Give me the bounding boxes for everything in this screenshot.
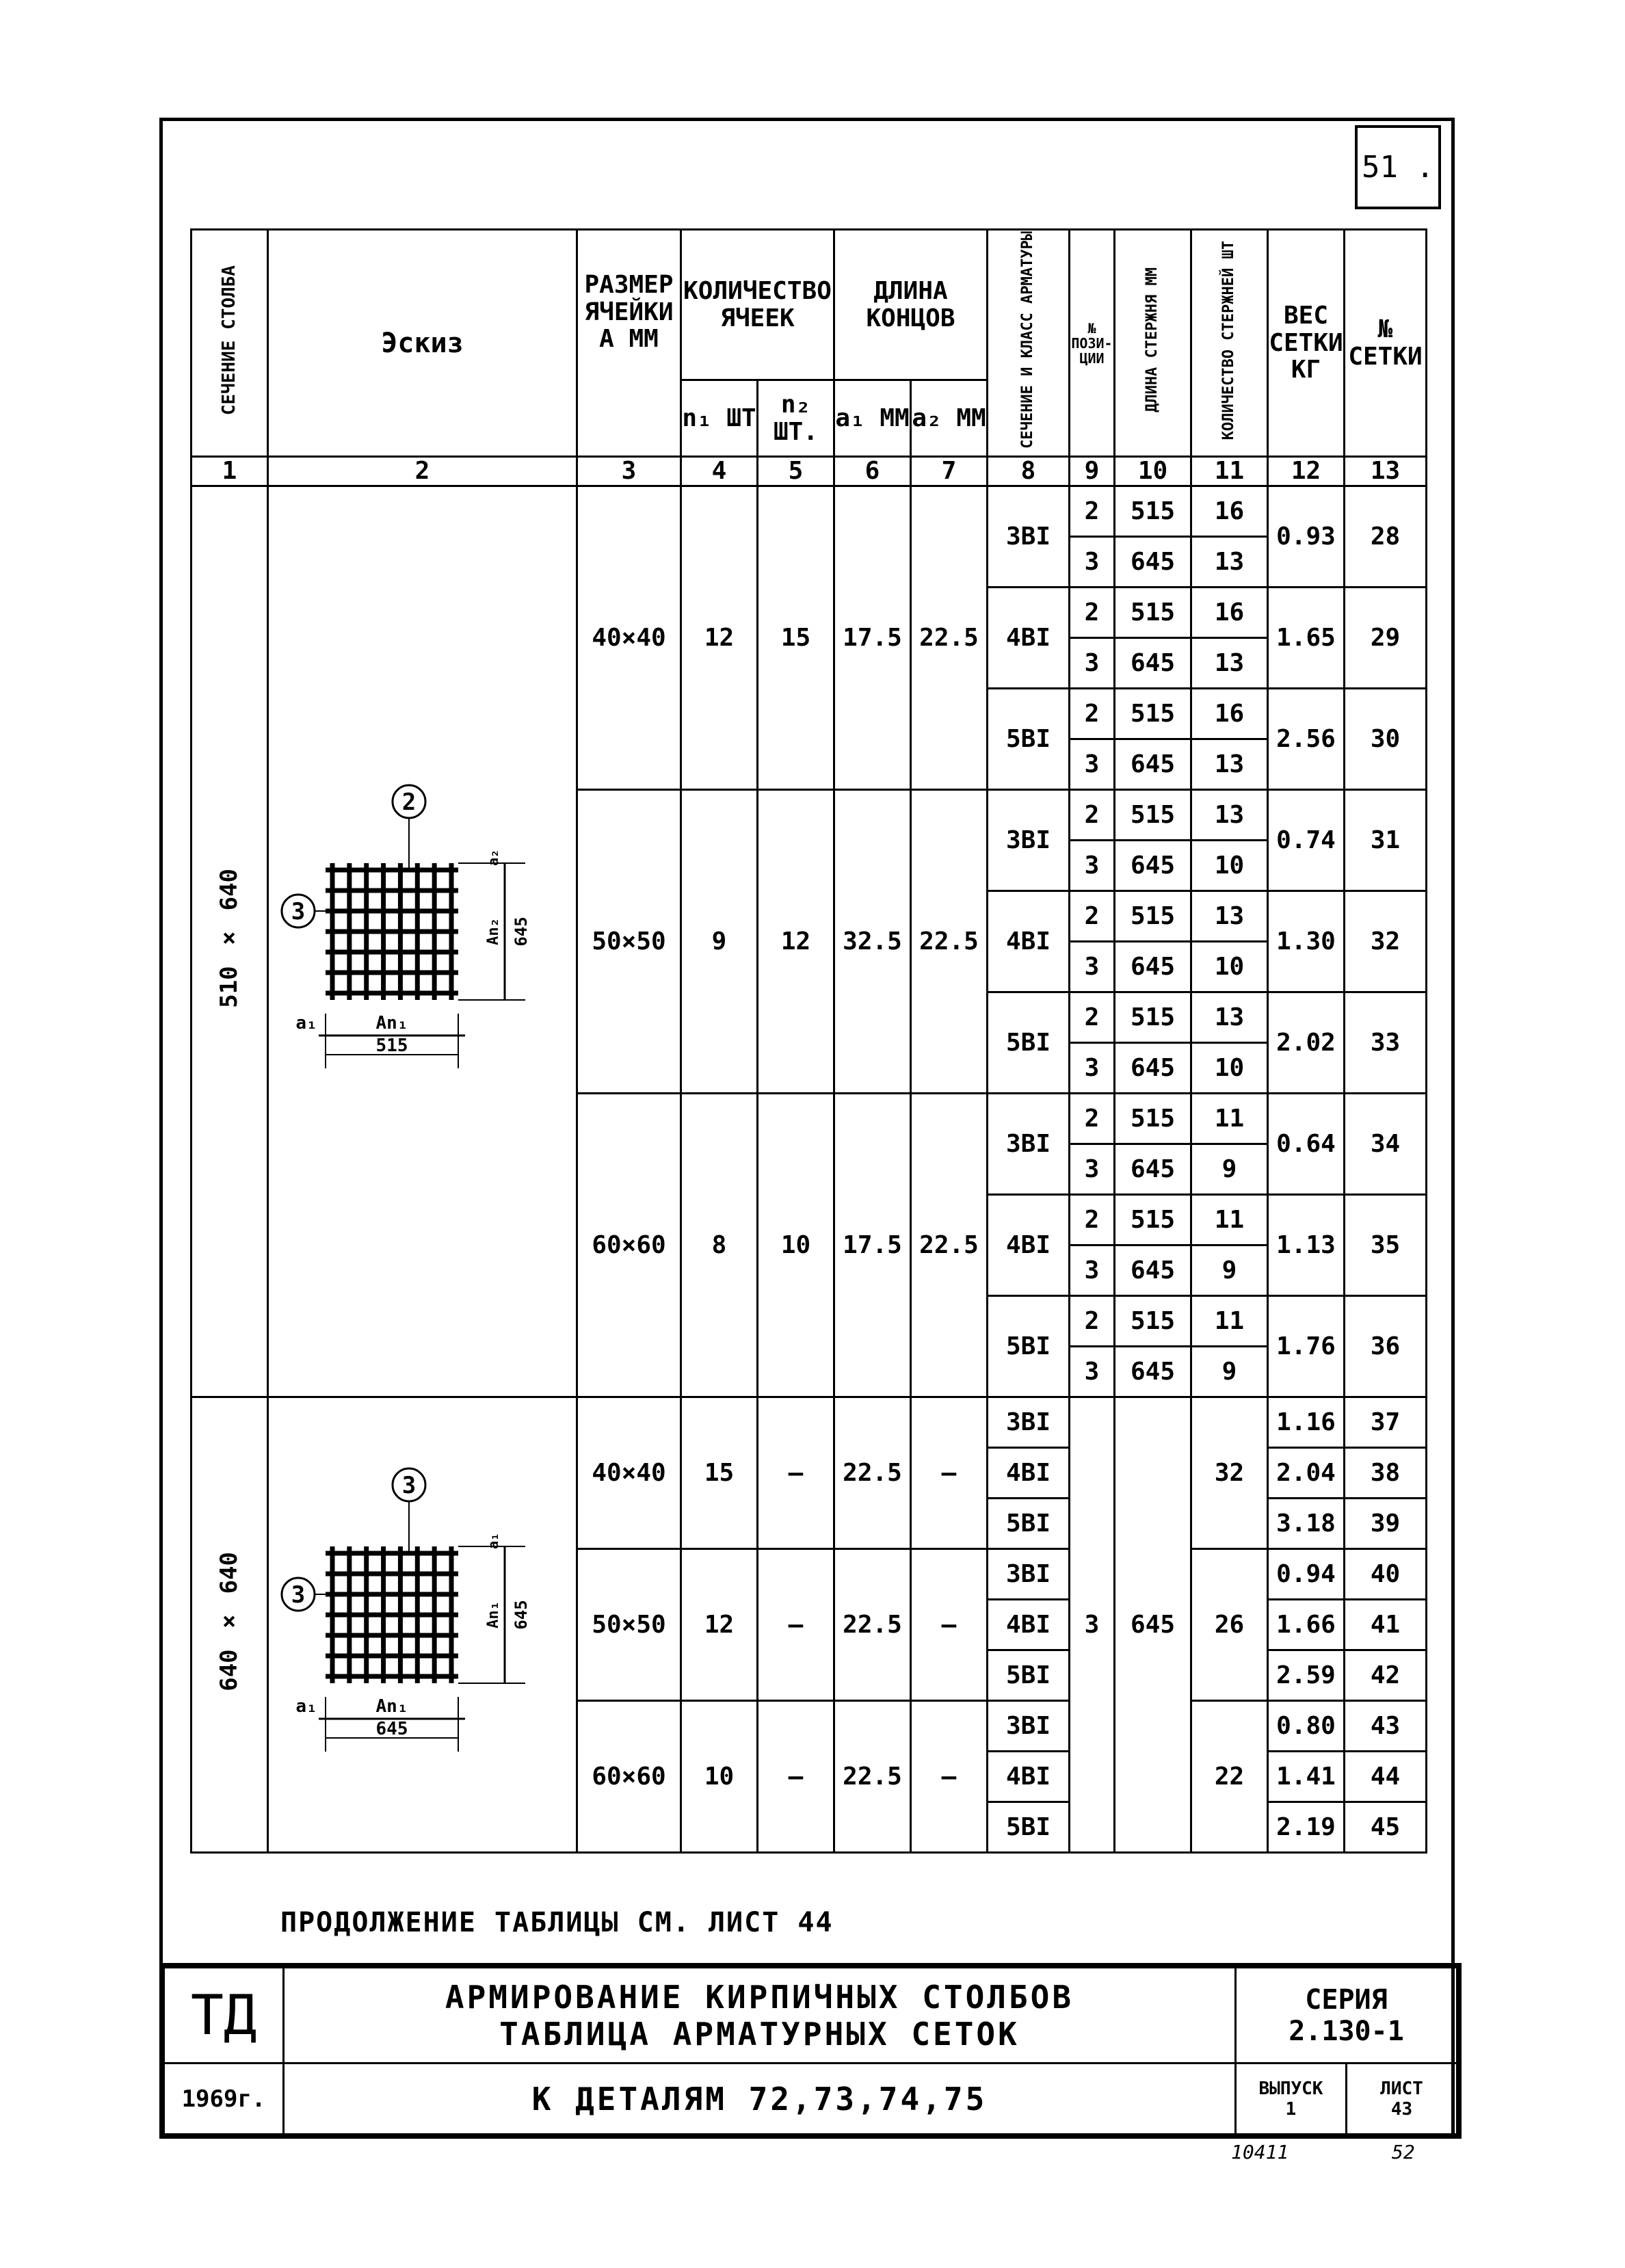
col-number: 12 — [1268, 457, 1345, 486]
sheet-label: ЛИСТ — [1380, 2078, 1423, 2099]
a2: 22.5 — [911, 790, 988, 1094]
dim-height: 645 — [511, 917, 531, 947]
position: 2 — [1070, 992, 1115, 1043]
position: 2 — [1070, 689, 1115, 739]
bar-count: 13 — [1191, 790, 1268, 841]
bar-length: 515 — [1115, 790, 1191, 841]
bar-count: 11 — [1191, 1296, 1268, 1347]
n1: 9 — [681, 790, 758, 1094]
cell-size: 60×60 — [577, 1701, 681, 1853]
dim-label: An₁ — [484, 1601, 502, 1629]
dim-label: An₁ — [375, 1696, 408, 1717]
a2: 22.5 — [911, 1094, 988, 1397]
n1: 15 — [681, 1397, 758, 1549]
mesh-number: 45 — [1345, 1802, 1427, 1853]
a2: — — [911, 1397, 988, 1549]
bar-length: 515 — [1115, 689, 1191, 739]
page-code: 52 — [1392, 2141, 1415, 2163]
mesh-weight: 1.76 — [1268, 1296, 1345, 1397]
col-number: 6 — [834, 457, 911, 486]
header-n2: n₂ ШТ. — [758, 380, 834, 457]
col-number: 7 — [911, 457, 988, 486]
a1: 17.5 — [834, 1094, 911, 1397]
col-number: 5 — [758, 457, 834, 486]
bar-count: 11 — [1191, 1195, 1268, 1245]
header-end-length: ДЛИНА КОНЦОВ — [834, 230, 988, 380]
mesh-table — [190, 228, 1427, 1854]
mesh-number: 37 — [1345, 1397, 1427, 1448]
issue-box — [1235, 2063, 1346, 2135]
arm-class: 5BI — [988, 992, 1070, 1094]
mesh-number: 39 — [1345, 1499, 1427, 1549]
bar-count: 16 — [1191, 486, 1268, 537]
mesh-number: 40 — [1345, 1549, 1427, 1600]
mesh-weight: 1.13 — [1268, 1195, 1345, 1296]
bar-length: 515 — [1115, 1195, 1191, 1245]
position: 3 — [1070, 942, 1115, 992]
sketch-cell — [268, 486, 577, 1397]
mesh-weight: 0.64 — [1268, 1094, 1345, 1195]
bar-length: 515 — [1115, 588, 1191, 638]
bar-count: 10 — [1191, 841, 1268, 891]
section-label — [191, 486, 268, 1397]
series-label: СЕРИЯ — [1305, 1983, 1388, 2016]
bar-length: 645 — [1115, 1043, 1191, 1094]
a1: 22.5 — [834, 1397, 911, 1549]
arm-class: 5BI — [988, 1802, 1070, 1853]
mesh-number: 33 — [1345, 992, 1427, 1094]
arm-class: 4BI — [988, 891, 1070, 992]
title-line-1: АРМИРОВАНИЕ КИРПИЧНЫХ СТОЛБОВ — [445, 1978, 1074, 2016]
bar-length: 515 — [1115, 1296, 1191, 1347]
mesh-sketch — [272, 1464, 573, 1779]
cell-size: 40×40 — [577, 486, 681, 790]
dim-label: a₁ — [295, 1696, 317, 1717]
header-n1: n₁ ШТ — [681, 380, 758, 457]
position-marker: 3 — [401, 1472, 416, 1500]
mesh-weight: 1.30 — [1268, 891, 1345, 992]
mesh-number: 36 — [1345, 1296, 1427, 1397]
bar-count: 9 — [1191, 1144, 1268, 1195]
arm-class: 4BI — [988, 1195, 1070, 1296]
position: 2 — [1070, 891, 1115, 942]
section-label-text: 640 × 640 — [215, 1552, 243, 1692]
section-label-text: 510 × 640 — [215, 869, 243, 1009]
bar-count: 32 — [1191, 1397, 1268, 1549]
sheet-box — [1346, 2063, 1457, 2135]
bar-length: 645 — [1115, 942, 1191, 992]
bar-length: 515 — [1115, 486, 1191, 537]
header-a2: a₂ ММ — [911, 380, 988, 457]
arm-class: 5BI — [988, 1650, 1070, 1701]
col-number: 4 — [681, 457, 758, 486]
arm-class: 3BI — [988, 790, 1070, 891]
position: 2 — [1070, 1195, 1115, 1245]
bar-count: 10 — [1191, 1043, 1268, 1094]
dim-label: a₁ — [295, 1013, 317, 1034]
sketch-cell — [268, 1397, 577, 1853]
title-block — [159, 1963, 1462, 2139]
bar-count: 9 — [1191, 1347, 1268, 1397]
arm-class: 3BI — [988, 1094, 1070, 1195]
bar-length: 645 — [1115, 841, 1191, 891]
a2: 22.5 — [911, 486, 988, 790]
header-weight: ВЕС СЕТКИ КГ — [1268, 230, 1345, 457]
n2: — — [758, 1701, 834, 1853]
mesh-weight: 1.66 — [1268, 1600, 1345, 1650]
col-number: 11 — [1191, 457, 1268, 486]
bar-count: 13 — [1191, 638, 1268, 689]
col-number: 13 — [1345, 457, 1427, 486]
mesh-weight: 1.65 — [1268, 588, 1345, 689]
sheet-number: 51 . — [1355, 125, 1441, 209]
header-cell-size: РАЗМЕР ЯЧЕЙКИ А ММ — [577, 230, 681, 457]
position: 2 — [1070, 1094, 1115, 1144]
n1: 12 — [681, 486, 758, 790]
mesh-weight: 3.18 — [1268, 1499, 1345, 1549]
issue-value: 1 — [1285, 2098, 1297, 2120]
n2: 15 — [758, 486, 834, 790]
bar-count: 9 — [1191, 1245, 1268, 1296]
position: 3 — [1070, 1347, 1115, 1397]
cell-size: 40×40 — [577, 1397, 681, 1549]
mesh-number: 34 — [1345, 1094, 1427, 1195]
header-position: № ПОЗИ-ЦИИ — [1070, 230, 1115, 457]
sheet-value: 43 — [1390, 2098, 1413, 2120]
a1: 22.5 — [834, 1549, 911, 1701]
a1: 17.5 — [834, 486, 911, 790]
arm-class: 5BI — [988, 689, 1070, 790]
position: 3 — [1070, 537, 1115, 588]
bar-count: 22 — [1191, 1701, 1268, 1853]
bar-count: 13 — [1191, 891, 1268, 942]
arm-class: 3BI — [988, 486, 1070, 588]
dim-label: An₂ — [484, 918, 502, 946]
mesh-number: 43 — [1345, 1701, 1427, 1752]
dim-label: a₂ — [484, 849, 501, 867]
bar-count: 11 — [1191, 1094, 1268, 1144]
mesh-weight: 2.59 — [1268, 1650, 1345, 1701]
arm-class: 5BI — [988, 1296, 1070, 1397]
dim-height: 645 — [511, 1600, 531, 1630]
col-number: 10 — [1115, 457, 1191, 486]
a2: — — [911, 1549, 988, 1701]
mesh-weight: 0.80 — [1268, 1701, 1345, 1752]
mesh-weight: 0.94 — [1268, 1549, 1345, 1600]
arm-class: 3BI — [988, 1549, 1070, 1600]
bar-count: 26 — [1191, 1549, 1268, 1701]
position: 3 — [1070, 739, 1115, 790]
header-sketch: Эскиз — [268, 230, 577, 457]
title-line-3: К ДЕТАЛЯМ 72,73,74,75 — [284, 2063, 1236, 2135]
arm-class: 5BI — [988, 1499, 1070, 1549]
position: 3 — [1070, 1245, 1115, 1296]
mesh-number: 31 — [1345, 790, 1427, 891]
table-row — [191, 1397, 1427, 1448]
bar-count: 16 — [1191, 588, 1268, 638]
position-marker: 2 — [401, 789, 416, 817]
series-box — [1235, 1968, 1457, 2063]
n2: — — [758, 1397, 834, 1549]
mesh-number: 29 — [1345, 588, 1427, 689]
bar-count: 13 — [1191, 537, 1268, 588]
mesh-number: 32 — [1345, 891, 1427, 992]
title-line-2: ТАБЛИЦА АРМАТУРНЫХ СЕТОК — [499, 2015, 1020, 2053]
mesh-weight: 1.41 — [1268, 1752, 1345, 1802]
bar-length: 645 — [1115, 1397, 1191, 1853]
archive-number: 10411 — [1231, 2141, 1289, 2163]
bar-length: 515 — [1115, 1094, 1191, 1144]
bar-length: 645 — [1115, 1144, 1191, 1195]
position-marker: 3 — [291, 1581, 305, 1609]
arm-class: 4BI — [988, 1600, 1070, 1650]
n2: — — [758, 1549, 834, 1701]
mesh-number: 28 — [1345, 486, 1427, 588]
bar-count: 16 — [1191, 689, 1268, 739]
position: 3 — [1070, 841, 1115, 891]
bar-length: 645 — [1115, 739, 1191, 790]
arm-class: 3BI — [988, 1397, 1070, 1448]
mesh-weight: 1.16 — [1268, 1397, 1345, 1448]
col-number: 1 — [191, 457, 268, 486]
mesh-number: 38 — [1345, 1448, 1427, 1499]
bar-count: 10 — [1191, 942, 1268, 992]
header-mesh-no: № СЕТКИ — [1345, 230, 1427, 457]
dim-label: a₁ — [484, 1533, 501, 1550]
mesh-number: 42 — [1345, 1650, 1427, 1701]
table-row — [191, 486, 1427, 537]
position: 2 — [1070, 486, 1115, 537]
year: 1969г. — [164, 2063, 284, 2135]
dim-width: 645 — [375, 1719, 408, 1740]
title-main — [284, 1968, 1236, 2063]
continuation-note: ПРОДОЛЖЕНИЕ ТАБЛИЦЫ СМ. ЛИСТ 44 — [280, 1907, 834, 1938]
n1: 10 — [681, 1701, 758, 1853]
header-a1: a₁ ММ — [834, 380, 911, 457]
org-logo: ТД — [164, 1968, 284, 2063]
mesh-sketch — [272, 781, 573, 1096]
mesh-weight: 2.56 — [1268, 689, 1345, 790]
dim-label: An₁ — [375, 1013, 408, 1034]
position: 2 — [1070, 1296, 1115, 1347]
header-arm-class: СЕЧЕНИЕ И КЛАСС АРМАТУРЫ — [988, 230, 1070, 457]
n2: 10 — [758, 1094, 834, 1397]
bar-length: 645 — [1115, 1347, 1191, 1397]
header-bar-count: КОЛИЧЕСТВО СТЕРЖНЕЙ ШТ — [1191, 230, 1268, 457]
arm-class: 3BI — [988, 1701, 1070, 1752]
a2: — — [911, 1701, 988, 1853]
series-value: 2.130-1 — [1289, 2015, 1404, 2047]
cell-size: 60×60 — [577, 1094, 681, 1397]
cell-size: 50×50 — [577, 1549, 681, 1701]
header-section: СЕЧЕНИЕ СТОЛБА — [191, 230, 268, 457]
cell-size: 50×50 — [577, 790, 681, 1094]
n1: 12 — [681, 1549, 758, 1701]
position: 2 — [1070, 588, 1115, 638]
a1: 22.5 — [834, 1701, 911, 1853]
position-marker: 3 — [291, 898, 305, 926]
mesh-weight: 0.74 — [1268, 790, 1345, 891]
arm-class: 4BI — [988, 588, 1070, 689]
mesh-weight: 2.04 — [1268, 1448, 1345, 1499]
section-label — [191, 1397, 268, 1853]
arm-class: 4BI — [988, 1752, 1070, 1802]
a1: 32.5 — [834, 790, 911, 1094]
arm-class: 4BI — [988, 1448, 1070, 1499]
position: 3 — [1070, 1144, 1115, 1195]
mesh-weight: 2.19 — [1268, 1802, 1345, 1853]
issue-label: ВЫПУСК — [1258, 2078, 1323, 2099]
bar-length: 645 — [1115, 1245, 1191, 1296]
col-number: 3 — [577, 457, 681, 486]
dim-width: 515 — [375, 1036, 408, 1057]
bar-length: 645 — [1115, 537, 1191, 588]
col-number: 8 — [988, 457, 1070, 486]
mesh-number: 41 — [1345, 1600, 1427, 1650]
col-number: 2 — [268, 457, 577, 486]
bar-count: 13 — [1191, 992, 1268, 1043]
n2: 12 — [758, 790, 834, 1094]
mesh-number: 44 — [1345, 1752, 1427, 1802]
mesh-number: 30 — [1345, 689, 1427, 790]
mesh-number: 35 — [1345, 1195, 1427, 1296]
n1: 8 — [681, 1094, 758, 1397]
bar-count: 13 — [1191, 739, 1268, 790]
bar-length: 515 — [1115, 992, 1191, 1043]
bar-length: 515 — [1115, 891, 1191, 942]
bar-length: 645 — [1115, 638, 1191, 689]
header-cell-count: КОЛИЧЕСТВО ЯЧЕЕК — [681, 230, 834, 380]
position: 2 — [1070, 790, 1115, 841]
position: 3 — [1070, 1397, 1115, 1853]
header-bar-length: ДЛИНА СТЕРЖНЯ ММ — [1115, 230, 1191, 457]
mesh-weight: 0.93 — [1268, 486, 1345, 588]
position: 3 — [1070, 638, 1115, 689]
col-number: 9 — [1070, 457, 1115, 486]
mesh-weight: 2.02 — [1268, 992, 1345, 1094]
position: 3 — [1070, 1043, 1115, 1094]
